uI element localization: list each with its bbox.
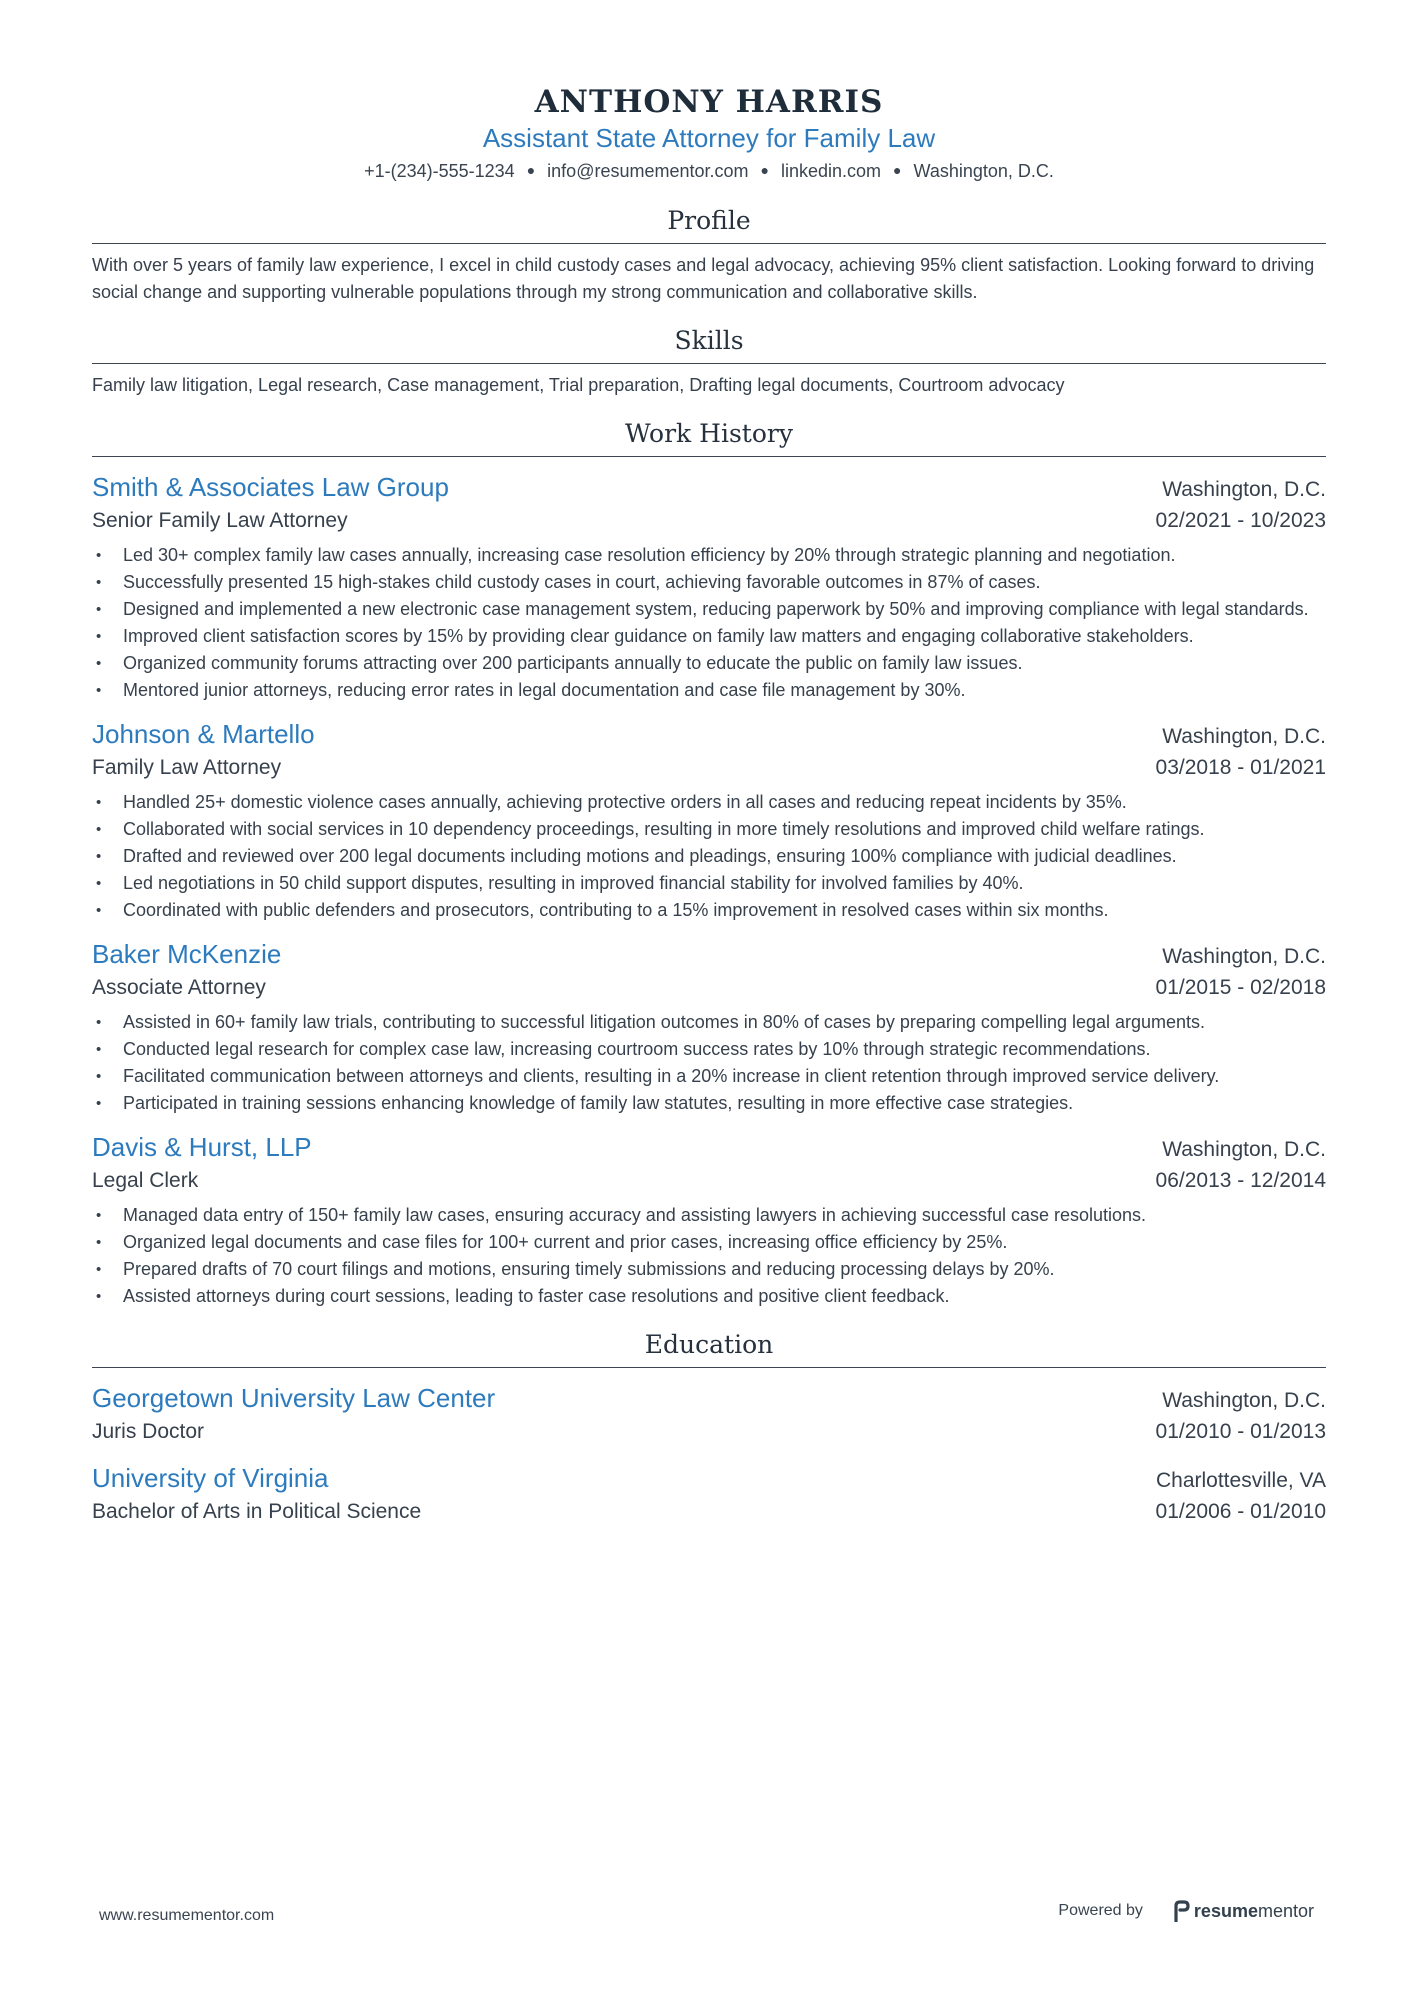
resumementor-logo-icon	[1173, 1900, 1191, 1922]
job-location: Washington, D.C.	[1162, 945, 1326, 968]
job-bullet: • Managed data entry of 150+ family law cases, ensuring accuracy and assisting lawyers in achieving successful case resolutions.	[92, 1202, 1326, 1229]
footer-website[interactable]: www.resumementor.com	[99, 1907, 275, 1924]
job-bullets	[92, 1009, 1326, 1117]
job-role: Associate Attorney	[92, 976, 266, 999]
job-bullets	[92, 1202, 1326, 1310]
job-bullet: • Improved client satisfaction scores by 15% by providing clear guidance on family law matters and engaging collaborative stakeholders.	[92, 623, 1326, 650]
powered-by-label: Powered by	[1058, 1902, 1143, 1919]
job-bullet: • Participated in training sessions enhancing knowledge of family law statutes, resulting in more effective case strategies.	[92, 1090, 1326, 1117]
job-bullet: • Assisted in 60+ family law trials, contributing to successful litigation outcomes in 80% of cases by preparing compelling legal arguments.	[92, 1009, 1326, 1036]
job-location: Washington, D.C.	[1162, 478, 1326, 501]
education-location: Charlottesville, VA	[1155, 1469, 1326, 1492]
logo-text-regular: mentor	[1257, 1900, 1314, 1921]
education-school: Georgetown University Law Center	[92, 1383, 496, 1413]
job-bullet: • Facilitated communication between attorneys and clients, resulting in a 20% increase in client retention through improved service delivery.	[92, 1063, 1326, 1090]
separator-dot: ●	[526, 162, 536, 178]
job-dates: 03/2018 - 01/2021	[1155, 756, 1326, 779]
job-bullet: • Handled 25+ domestic violence cases annually, achieving protective orders in all cases and reducing repeat incidents by 35%.	[92, 789, 1326, 816]
contact-phone: +1-(234)-555-1234	[364, 161, 515, 181]
contact-email[interactable]: info@resumementor.com	[547, 161, 749, 181]
contact-location: Washington, D.C.	[913, 161, 1054, 181]
job-entry	[92, 716, 1326, 924]
job-bullet: • Collaborated with social services in 10 dependency proceedings, resulting in more timely resolutions and improved child welfare ratings.	[92, 816, 1326, 843]
candidate-title: Assistant State Attorney for Family Law	[482, 123, 936, 153]
job-bullets	[92, 542, 1326, 704]
job-bullet: • Conducted legal research for complex case law, increasing courtroom success rates by 10% through strategic recommendations.	[92, 1036, 1326, 1063]
job-bullet: • Drafted and reviewed over 200 legal documents including motions and pleadings, ensuring 100% compliance with judicial deadlines.	[92, 843, 1326, 870]
logo-text-bold: resume	[1193, 1900, 1258, 1921]
contact-linkedin[interactable]: linkedin.com	[781, 161, 882, 181]
education-location: Washington, D.C.	[1162, 1389, 1326, 1412]
education-degree: Bachelor of Arts in Political Science	[92, 1500, 422, 1523]
job-company: Johnson & Martello	[92, 719, 315, 749]
education-degree: Juris Doctor	[92, 1420, 205, 1443]
resume-content	[92, 82, 1326, 1528]
education-heading: Education	[92, 1328, 1326, 1368]
education-entry	[92, 1460, 1326, 1528]
job-dates: 02/2021 - 10/2023	[1155, 509, 1326, 532]
job-company: Davis & Hurst, LLP	[92, 1132, 312, 1162]
job-bullet: • Assisted attorneys during court sessions, leading to faster case resolutions and positive client feedback.	[92, 1283, 1326, 1310]
job-bullet: • Designed and implemented a new electronic case management system, reducing paperwork by 50% and improving compliance with legal standards.	[92, 596, 1326, 623]
job-bullet: • Led negotiations in 50 child support disputes, resulting in improved financial stability for involved families by 40%.	[92, 870, 1326, 897]
job-role: Senior Family Law Attorney	[92, 509, 348, 532]
job-bullet: • Prepared drafts of 70 court filings and motions, ensuring timely submissions and reducing processing delays by 20%.	[92, 1256, 1326, 1283]
job-bullet: • Organized community forums attracting over 200 participants annually to educate the public on family law issues.	[92, 650, 1326, 677]
job-dates: 01/2015 - 02/2018	[1155, 976, 1326, 999]
footer-branding	[1058, 1900, 1314, 1922]
job-entry	[92, 1129, 1326, 1310]
job-bullets	[92, 789, 1326, 924]
job-location: Washington, D.C.	[1162, 725, 1326, 748]
job-bullet: • Led 30+ complex family law cases annually, increasing case resolution efficiency by 20% through strategic planning and negotiation.	[92, 542, 1326, 569]
candidate-name: ANTHONY HARRIS	[534, 84, 884, 120]
contact-line	[92, 157, 1326, 186]
job-bullet: • Mentored junior attorneys, reducing error rates in legal documentation and case file management by 30%.	[92, 677, 1326, 704]
job-bullet: • Coordinated with public defenders and prosecutors, contributing to a 15% improvement in resolved cases within six months.	[92, 897, 1326, 924]
job-bullet: • Organized legal documents and case files for 100+ current and prior cases, increasing office efficiency by 25%.	[92, 1229, 1326, 1256]
resumementor-logo[interactable]	[1173, 1900, 1314, 1922]
profile-heading: Profile	[92, 204, 1326, 244]
education-dates: 01/2006 - 01/2010	[1155, 1500, 1326, 1523]
resume-header	[92, 82, 1326, 186]
job-entry	[92, 936, 1326, 1117]
job-bullet: • Successfully presented 15 high-stakes child custody cases in court, achieving favorable outcomes in 87% of cases.	[92, 569, 1326, 596]
job-location: Washington, D.C.	[1162, 1138, 1326, 1161]
profile-text: With over 5 years of family law experience, I excel in child custody cases and legal advocacy, achieving 95% client satisfaction. Looking forward to driving social change and supporting vulnerable populations through my strong communication and collaborative skills.	[92, 255, 1315, 302]
education-dates: 01/2010 - 01/2013	[1155, 1420, 1326, 1443]
job-entry	[92, 469, 1326, 704]
job-role: Legal Clerk	[92, 1169, 199, 1192]
education-entry	[92, 1380, 1326, 1448]
separator-dot: ●	[893, 162, 902, 178]
job-company: Baker McKenzie	[92, 939, 282, 969]
separator-dot: ●	[760, 162, 769, 178]
work-history-heading: Work History	[92, 417, 1326, 457]
job-company: Smith & Associates Law Group	[92, 472, 449, 502]
skills-text: Family law litigation, Legal research, Case management, Trial preparation, Drafting legal documents, Courtroom advocacy	[92, 375, 1065, 395]
skills-heading: Skills	[92, 324, 1326, 364]
job-role: Family Law Attorney	[92, 756, 282, 779]
job-dates: 06/2013 - 12/2014	[1155, 1169, 1326, 1192]
education-school: University of Virginia	[92, 1463, 329, 1493]
